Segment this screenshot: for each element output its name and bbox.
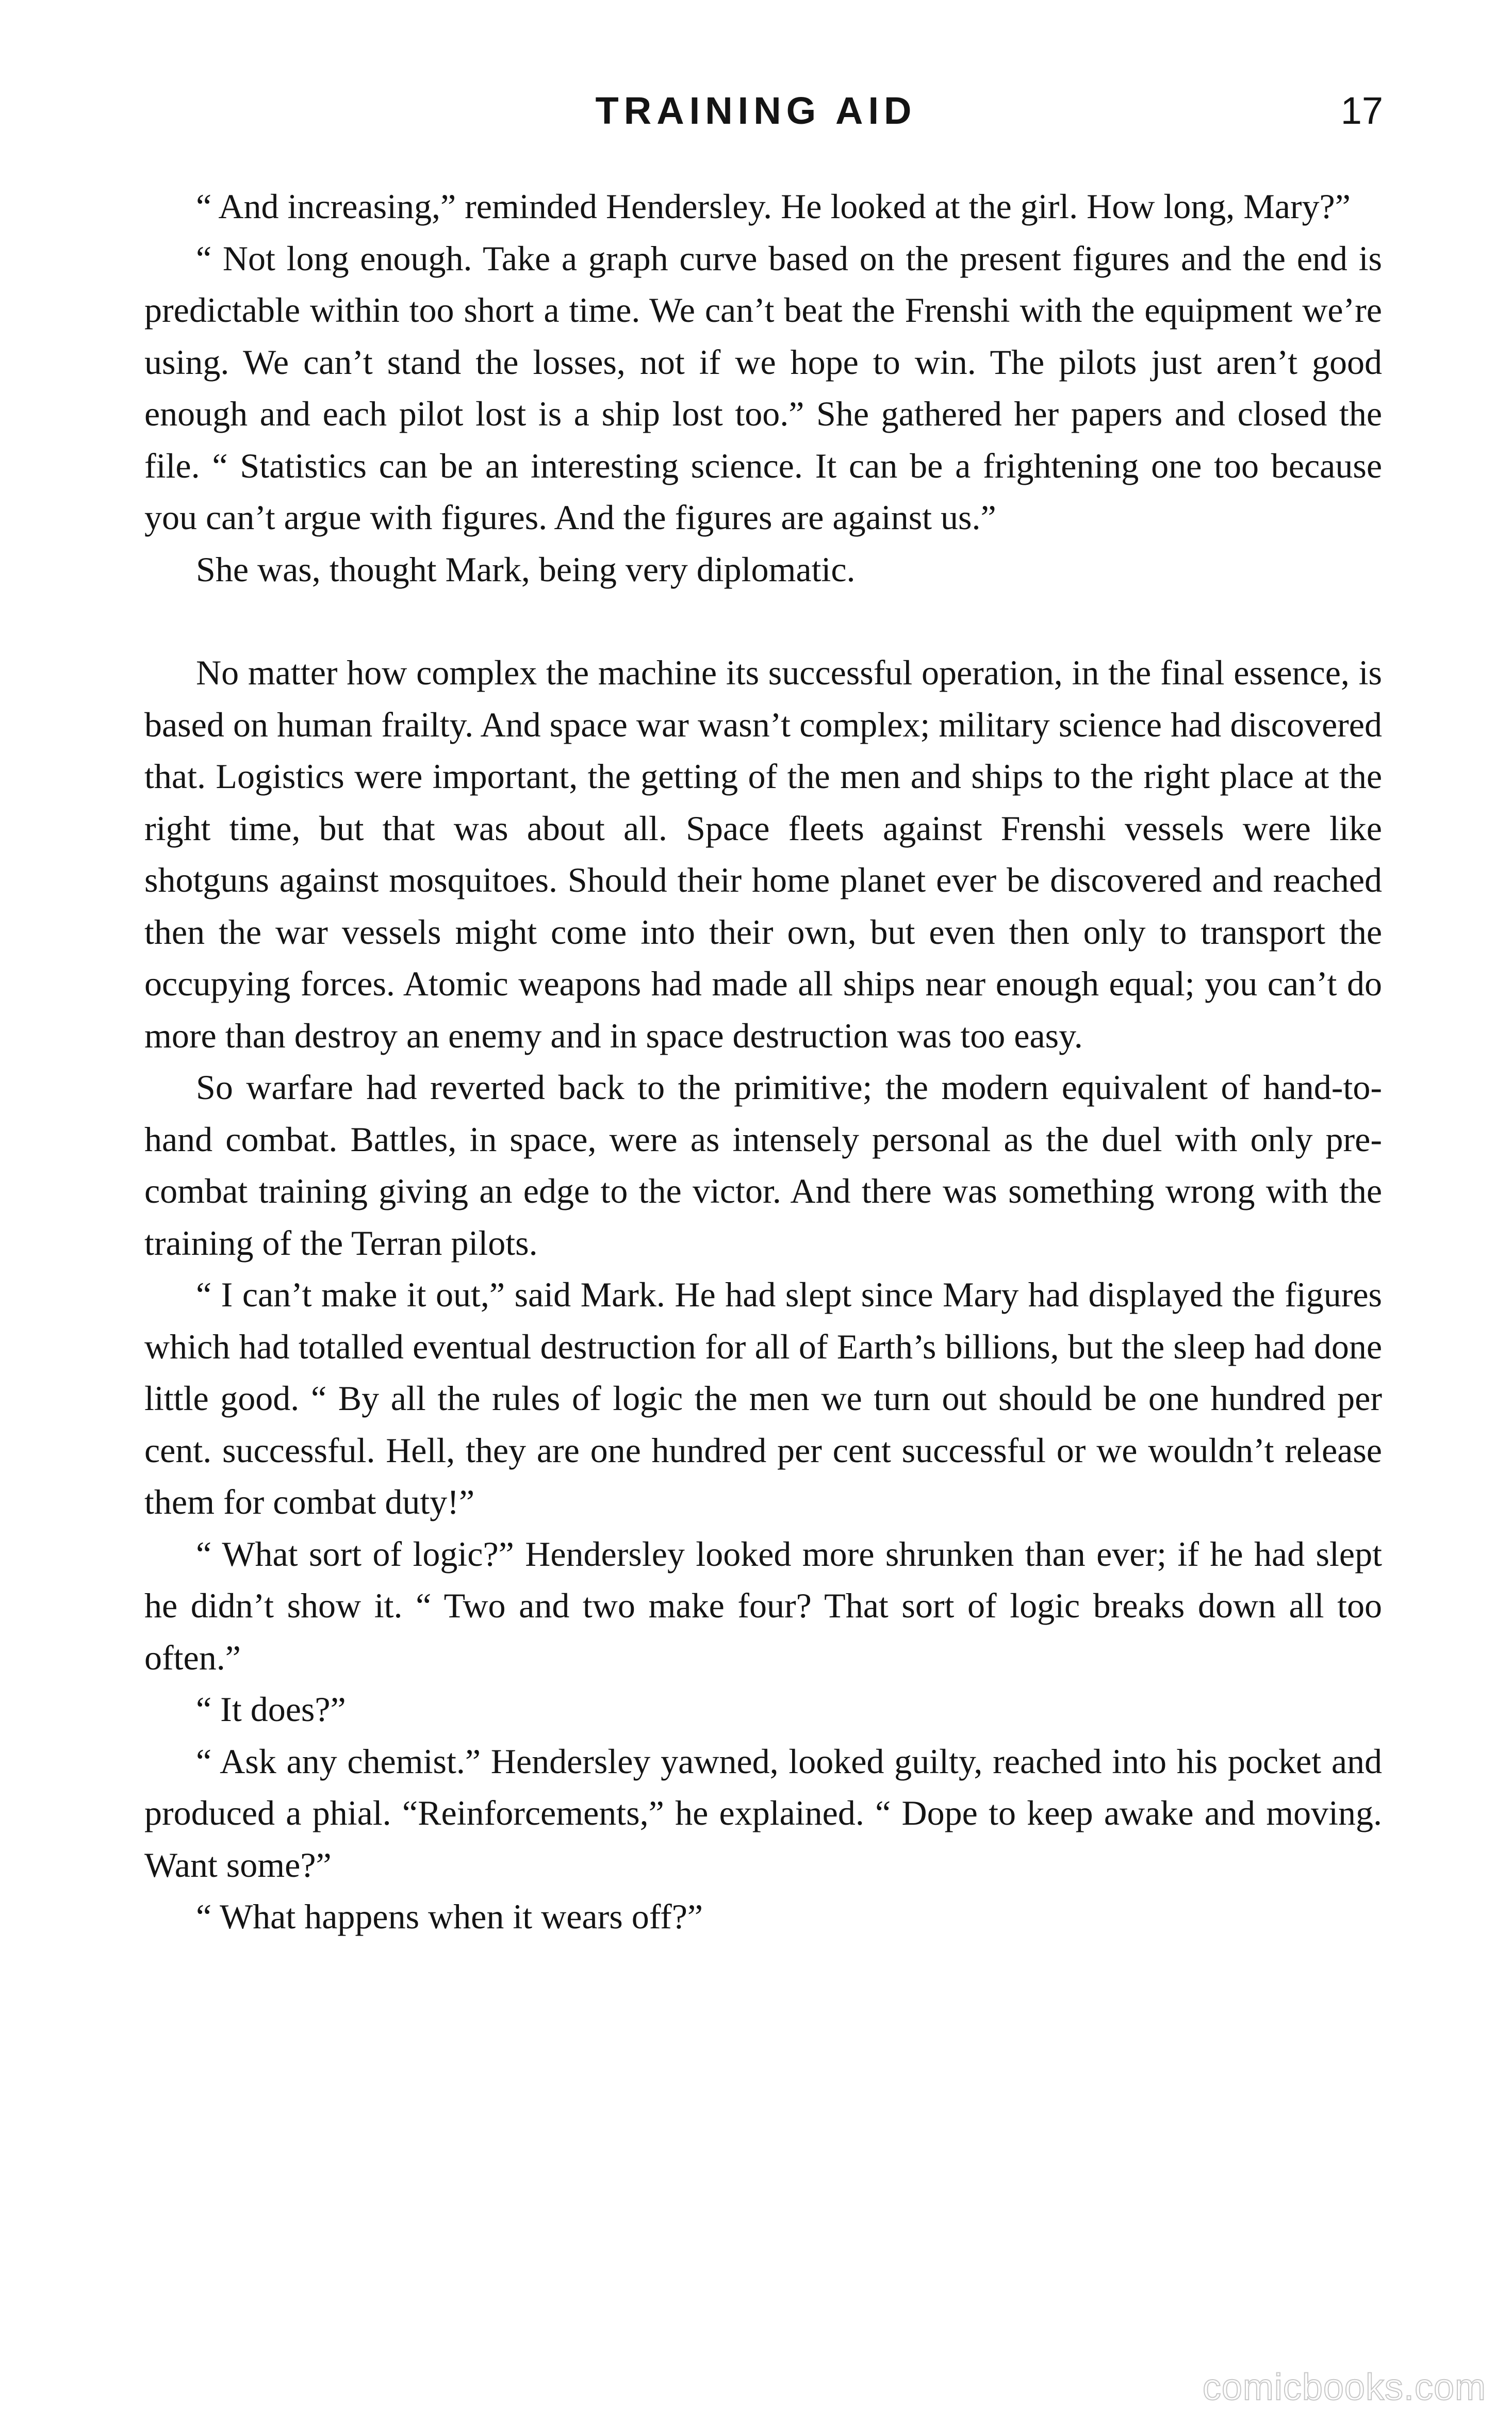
paragraph: So warfare had reverted back to the primitive; the modern equivalent of hand-to-hand combat. Battles, in space, were as intensely personal as the duel with only pre-combat training giving an edge to the victor. And there was something wrong with the training of the Terran pilots. bbox=[144, 1068, 1382, 1263]
paragraph: “ Not long enough. Take a graph curve based on the present figures and the end is predictable within too short a time. We can’t beat the Frenshi with the equipment we’re using. We can’t stand the losses, not if we hope to win. The pilots just aren’t good enough and each pilot lost is a ship lost too.” She gathered her papers and closed the file. “ Statistics can be an interesting science. It can be a frightening one too because you can’t argue with figures. And the figures are against us.” bbox=[144, 238, 1382, 537]
page-number: 17 bbox=[1340, 89, 1383, 132]
page-header bbox=[0, 83, 1512, 139]
paragraph: “ What sort of logic?” Hendersley looked more shrunken than ever; if he had slept he didn’t show it. “ Two and two make four? That sort of logic breaks down all too often.” bbox=[144, 1534, 1382, 1677]
paragraph: No matter how complex the machine its successful operation, in the final essence, is based on human frailty. And space war wasn’t complex; military science had discovered that. Logistics were important, the getting of the men and ships to the right place at the right time, but that was about all. Space fleets against Frenshi vessels were like shotguns against mosquitoes. Should their home planet ever be discovered and reached then the war vessels might come into their own, but even then only to transport the occupying forces. Atomic weapons had made all ships near enough equal; you can’t do more than destroy an enemy and in space destruction was too easy. bbox=[144, 653, 1382, 1055]
running-title: TRAINING AID bbox=[595, 89, 917, 132]
watermark: comicbooks.com bbox=[1202, 2367, 1486, 2408]
paragraph: She was, thought Mark, being very diplomatic. bbox=[196, 549, 856, 589]
paragraph: “ I can’t make it out,” said Mark. He had slept since Mary had displayed the figures which had totalled eventual destruction for all of Earth’s billions, but the sleep had done little good. “ By all the rules of logic the men we turn out should be one hundred per cent. successful. Hell, they are one hundred per cent successful or we wouldn’t release them for combat duty!” bbox=[144, 1275, 1382, 1521]
paragraph: “ What happens when it wears off?” bbox=[196, 1897, 703, 1936]
paragraph: “ And increasing,” reminded Hendersley. He looked at the girl. How long, Mary?” bbox=[196, 187, 1351, 226]
paragraph: “ Ask any chemist.” Hendersley yawned, looked guilty, reached into his pocket and produced a phial. “Reinforcements,” he explained. “ Dope to keep awake and moving. Want some?” bbox=[144, 1741, 1382, 1885]
paragraph: “ It does?” bbox=[196, 1690, 346, 1729]
body-text bbox=[144, 181, 1382, 1943]
